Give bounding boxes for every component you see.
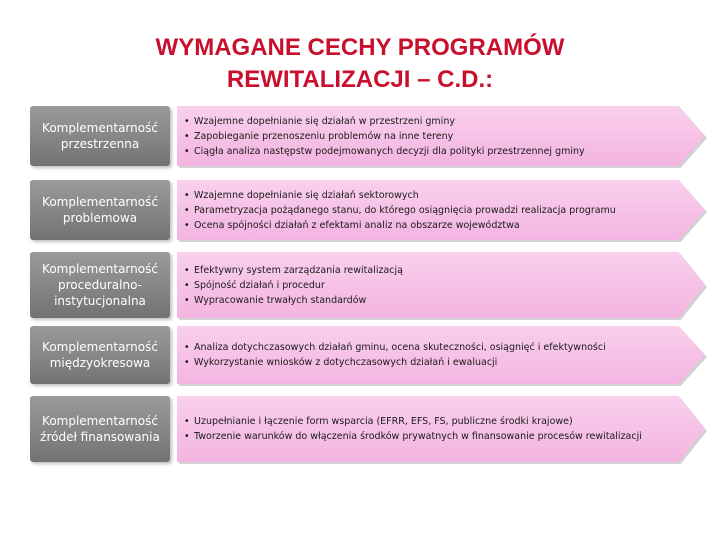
bullet-text: Uzupełnianie i łączenie form wsparcia (EFRR, EFS, FS, publiczne środki krajowe) bbox=[194, 416, 573, 427]
bullet-dot-icon: • bbox=[184, 294, 190, 306]
feature-row bbox=[0, 396, 720, 462]
bullet-dot-icon: • bbox=[184, 431, 190, 442]
feature-label-box bbox=[30, 396, 170, 462]
bullet-list bbox=[184, 252, 664, 318]
feature-row bbox=[0, 252, 720, 318]
feature-label-box bbox=[30, 326, 170, 384]
feature-row bbox=[0, 180, 720, 240]
feature-label-line: międzyokresowa bbox=[49, 356, 151, 370]
title-line-1: WYMAGANE CECHY PROGRAMÓW bbox=[155, 34, 565, 61]
bullet-dot-icon: • bbox=[184, 189, 190, 201]
bullet-list bbox=[184, 106, 664, 166]
bullet-dot-icon: • bbox=[184, 264, 190, 276]
feature-label-line: problemowa bbox=[62, 211, 138, 225]
bullet-dot-icon: • bbox=[184, 145, 190, 157]
feature-label-line: Komplementarność bbox=[42, 340, 158, 354]
bullet-item bbox=[184, 114, 664, 129]
bullet-text: Parametryzacja pożądanego stanu, do którego osiągnięcia prowadzi realizacja programu bbox=[194, 204, 616, 216]
bullet-list bbox=[184, 180, 664, 240]
feature-label-line: źródeł finansowania bbox=[40, 430, 160, 444]
bullet-text: Wzajemne dopełnianie się działań w przestrzeni gminy bbox=[194, 115, 455, 127]
bullet-dot-icon: • bbox=[184, 204, 190, 216]
bullet-item bbox=[184, 263, 664, 278]
bullet-list bbox=[184, 396, 664, 462]
bullet-dot-icon: • bbox=[184, 416, 190, 427]
title-line-2: REWITALIZACJI – C.D.: bbox=[226, 66, 494, 93]
bullet-text: Ciągła analiza następstw podejmowanych decyzji dla polityki przestrzennej gminy bbox=[194, 145, 585, 157]
bullet-text: Wykorzystanie wniosków z dotychczasowych działań i ewaluacji bbox=[194, 357, 498, 368]
bullet-item bbox=[184, 188, 664, 203]
feature-label-line: Komplementarność bbox=[42, 262, 158, 276]
bullet-dot-icon: • bbox=[184, 219, 190, 231]
bullet-item bbox=[184, 144, 664, 159]
feature-label-line: instytucjonalna bbox=[54, 294, 146, 308]
bullet-dot-icon: • bbox=[184, 130, 190, 142]
bullet-item bbox=[184, 340, 664, 355]
bullet-text: Analiza dotychczasowych działań gminu, ocena skuteczności, osiągnięć i efektywności bbox=[194, 342, 606, 353]
bullet-list bbox=[184, 326, 664, 384]
bullet-text: Efektywny system zarządzania rewitalizacją bbox=[194, 264, 403, 276]
bullet-item bbox=[184, 203, 664, 218]
bullet-text: Tworzenie warunków do włączenia środków prywatnych w finansowanie procesów rewitalizacji bbox=[194, 431, 642, 442]
bullet-text: Zapobieganie przenoszeniu problemów na inne tereny bbox=[194, 130, 454, 142]
feature-label-box bbox=[30, 106, 170, 166]
bullet-item bbox=[184, 429, 664, 444]
bullet-text: Wzajemne dopełnianie się działań sektorowych bbox=[194, 189, 419, 201]
bullet-dot-icon: • bbox=[184, 342, 190, 353]
bullet-text: Ocena spójności działań z efektami analiz na obszarze województwa bbox=[194, 219, 520, 231]
bullet-dot-icon: • bbox=[184, 279, 190, 291]
feature-label-line: przestrzenna bbox=[60, 137, 140, 151]
feature-label-box bbox=[30, 252, 170, 318]
page-title bbox=[60, 32, 660, 96]
bullet-dot-icon: • bbox=[184, 115, 190, 127]
feature-label-line: proceduralno- bbox=[58, 278, 142, 292]
feature-label-line: Komplementarność bbox=[42, 195, 158, 209]
feature-label-box bbox=[30, 180, 170, 240]
bullet-item bbox=[184, 129, 664, 144]
bullet-item bbox=[184, 218, 664, 233]
feature-row bbox=[0, 106, 720, 166]
bullet-text: Spójność działań i procedur bbox=[194, 279, 325, 291]
feature-label-line: Komplementarność bbox=[42, 414, 158, 428]
bullet-item bbox=[184, 293, 664, 308]
bullet-dot-icon: • bbox=[184, 357, 190, 368]
bullet-item bbox=[184, 278, 664, 293]
bullet-text: Wypracowanie trwałych standardów bbox=[194, 294, 367, 306]
feature-label-line: Komplementarność bbox=[42, 121, 158, 135]
bullet-item bbox=[184, 414, 664, 429]
feature-row bbox=[0, 326, 720, 384]
bullet-item bbox=[184, 355, 664, 370]
